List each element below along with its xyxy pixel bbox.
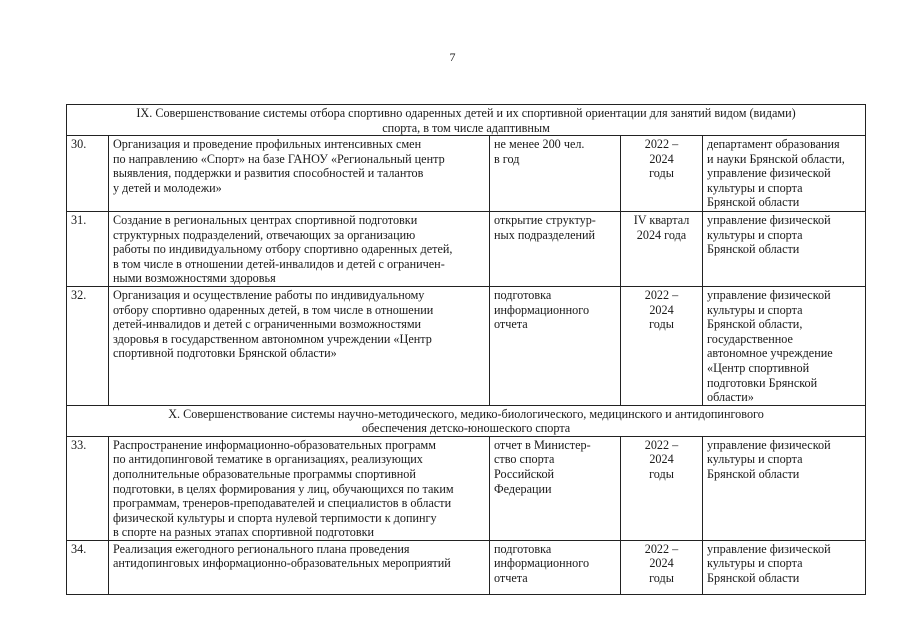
responsible-executor: управление физической культуры и спорта Брянской области bbox=[703, 540, 866, 594]
expected-result: подготовка информационного отчета bbox=[490, 286, 621, 405]
implementation-period: 2022 – 2024 годы bbox=[621, 436, 703, 540]
row-number: 33. bbox=[67, 436, 109, 540]
table-row bbox=[67, 540, 866, 594]
activity-description: Распространение информационно-образовательных программ по антидопинговой тематике в организациях, реализующих дополнительные образовательные программы спортивной подготовки, в целях формирования у лиц, обучающихся по таким программам, тренеров-преподавателей и специалистов в области физической культуры и спорта нулевой терпимости к допингу в спорте на разных этапах спортивной подготовки bbox=[109, 436, 490, 540]
section-header-row bbox=[67, 405, 866, 436]
row-number: 31. bbox=[67, 212, 109, 287]
responsible-executor: департамент образования и науки Брянской области, управление физической культуры и спорта Брянской области bbox=[703, 136, 866, 212]
section-title: X. Совершенствование системы научно-методического, медико-биологического, медицинского и антидопингового обеспечения детско-юношеского спорта bbox=[67, 405, 866, 436]
activity-plan-table bbox=[66, 104, 866, 595]
table-row bbox=[67, 286, 866, 405]
implementation-period: 2022 – 2024 годы bbox=[621, 540, 703, 594]
expected-result: отчет в Министер- ство спорта Российской Федерации bbox=[490, 436, 621, 540]
implementation-period: 2022 – 2024 годы bbox=[621, 286, 703, 405]
responsible-executor: управление физической культуры и спорта Брянской области, государственное автономное учреждение «Центр спортивной подготовки Брянской области» bbox=[703, 286, 866, 405]
section-header-row bbox=[67, 105, 866, 136]
implementation-period: IV квартал 2024 года bbox=[621, 212, 703, 287]
row-number: 34. bbox=[67, 540, 109, 594]
responsible-executor: управление физической культуры и спорта Брянской области bbox=[703, 212, 866, 287]
expected-result: не менее 200 чел. в год bbox=[490, 136, 621, 212]
table-row bbox=[67, 136, 866, 212]
section-title: IX. Совершенствование системы отбора спортивно одаренных детей и их спортивной ориентации для занятий видом (видами) спорта, в том числе адаптивным bbox=[67, 105, 866, 136]
table-row bbox=[67, 436, 866, 540]
page-number: 7 bbox=[449, 50, 456, 64]
row-number: 32. bbox=[67, 286, 109, 405]
activity-plan-body bbox=[67, 105, 866, 595]
row-number: 30. bbox=[67, 136, 109, 212]
responsible-executor: управление физической культуры и спорта Брянской области bbox=[703, 436, 866, 540]
activity-description: Создание в региональных центрах спортивной подготовки структурных подразделений, отвечающих за организацию работы по индивидуальному отбору спортивно одаренных детей, в том числе в отношении детей-инвалидов и детей с ограничен- ными возможностями здоровья bbox=[109, 212, 490, 287]
implementation-period: 2022 – 2024 годы bbox=[621, 136, 703, 212]
table-row bbox=[67, 212, 866, 287]
activity-description: Реализация ежегодного регионального плана проведения антидопинговых информационно-образовательных мероприятий bbox=[109, 540, 490, 594]
activity-description: Организация и проведение профильных интенсивных смен по направлению «Спорт» на базе ГАНОУ «Региональный центр выявления, поддержки и развития способностей и талантов у детей и молодежи» bbox=[109, 136, 490, 212]
activity-description: Организация и осуществление работы по индивидуальному отбору спортивно одаренных детей, в том числе в отношении детей-инвалидов и детей с ограниченными возможностями здоровья в государственном автономном учреждении «Центр спортивной подготовки Брянской области» bbox=[109, 286, 490, 405]
expected-result: подготовка информационного отчета bbox=[490, 540, 621, 594]
expected-result: открытие структур- ных подразделений bbox=[490, 212, 621, 287]
